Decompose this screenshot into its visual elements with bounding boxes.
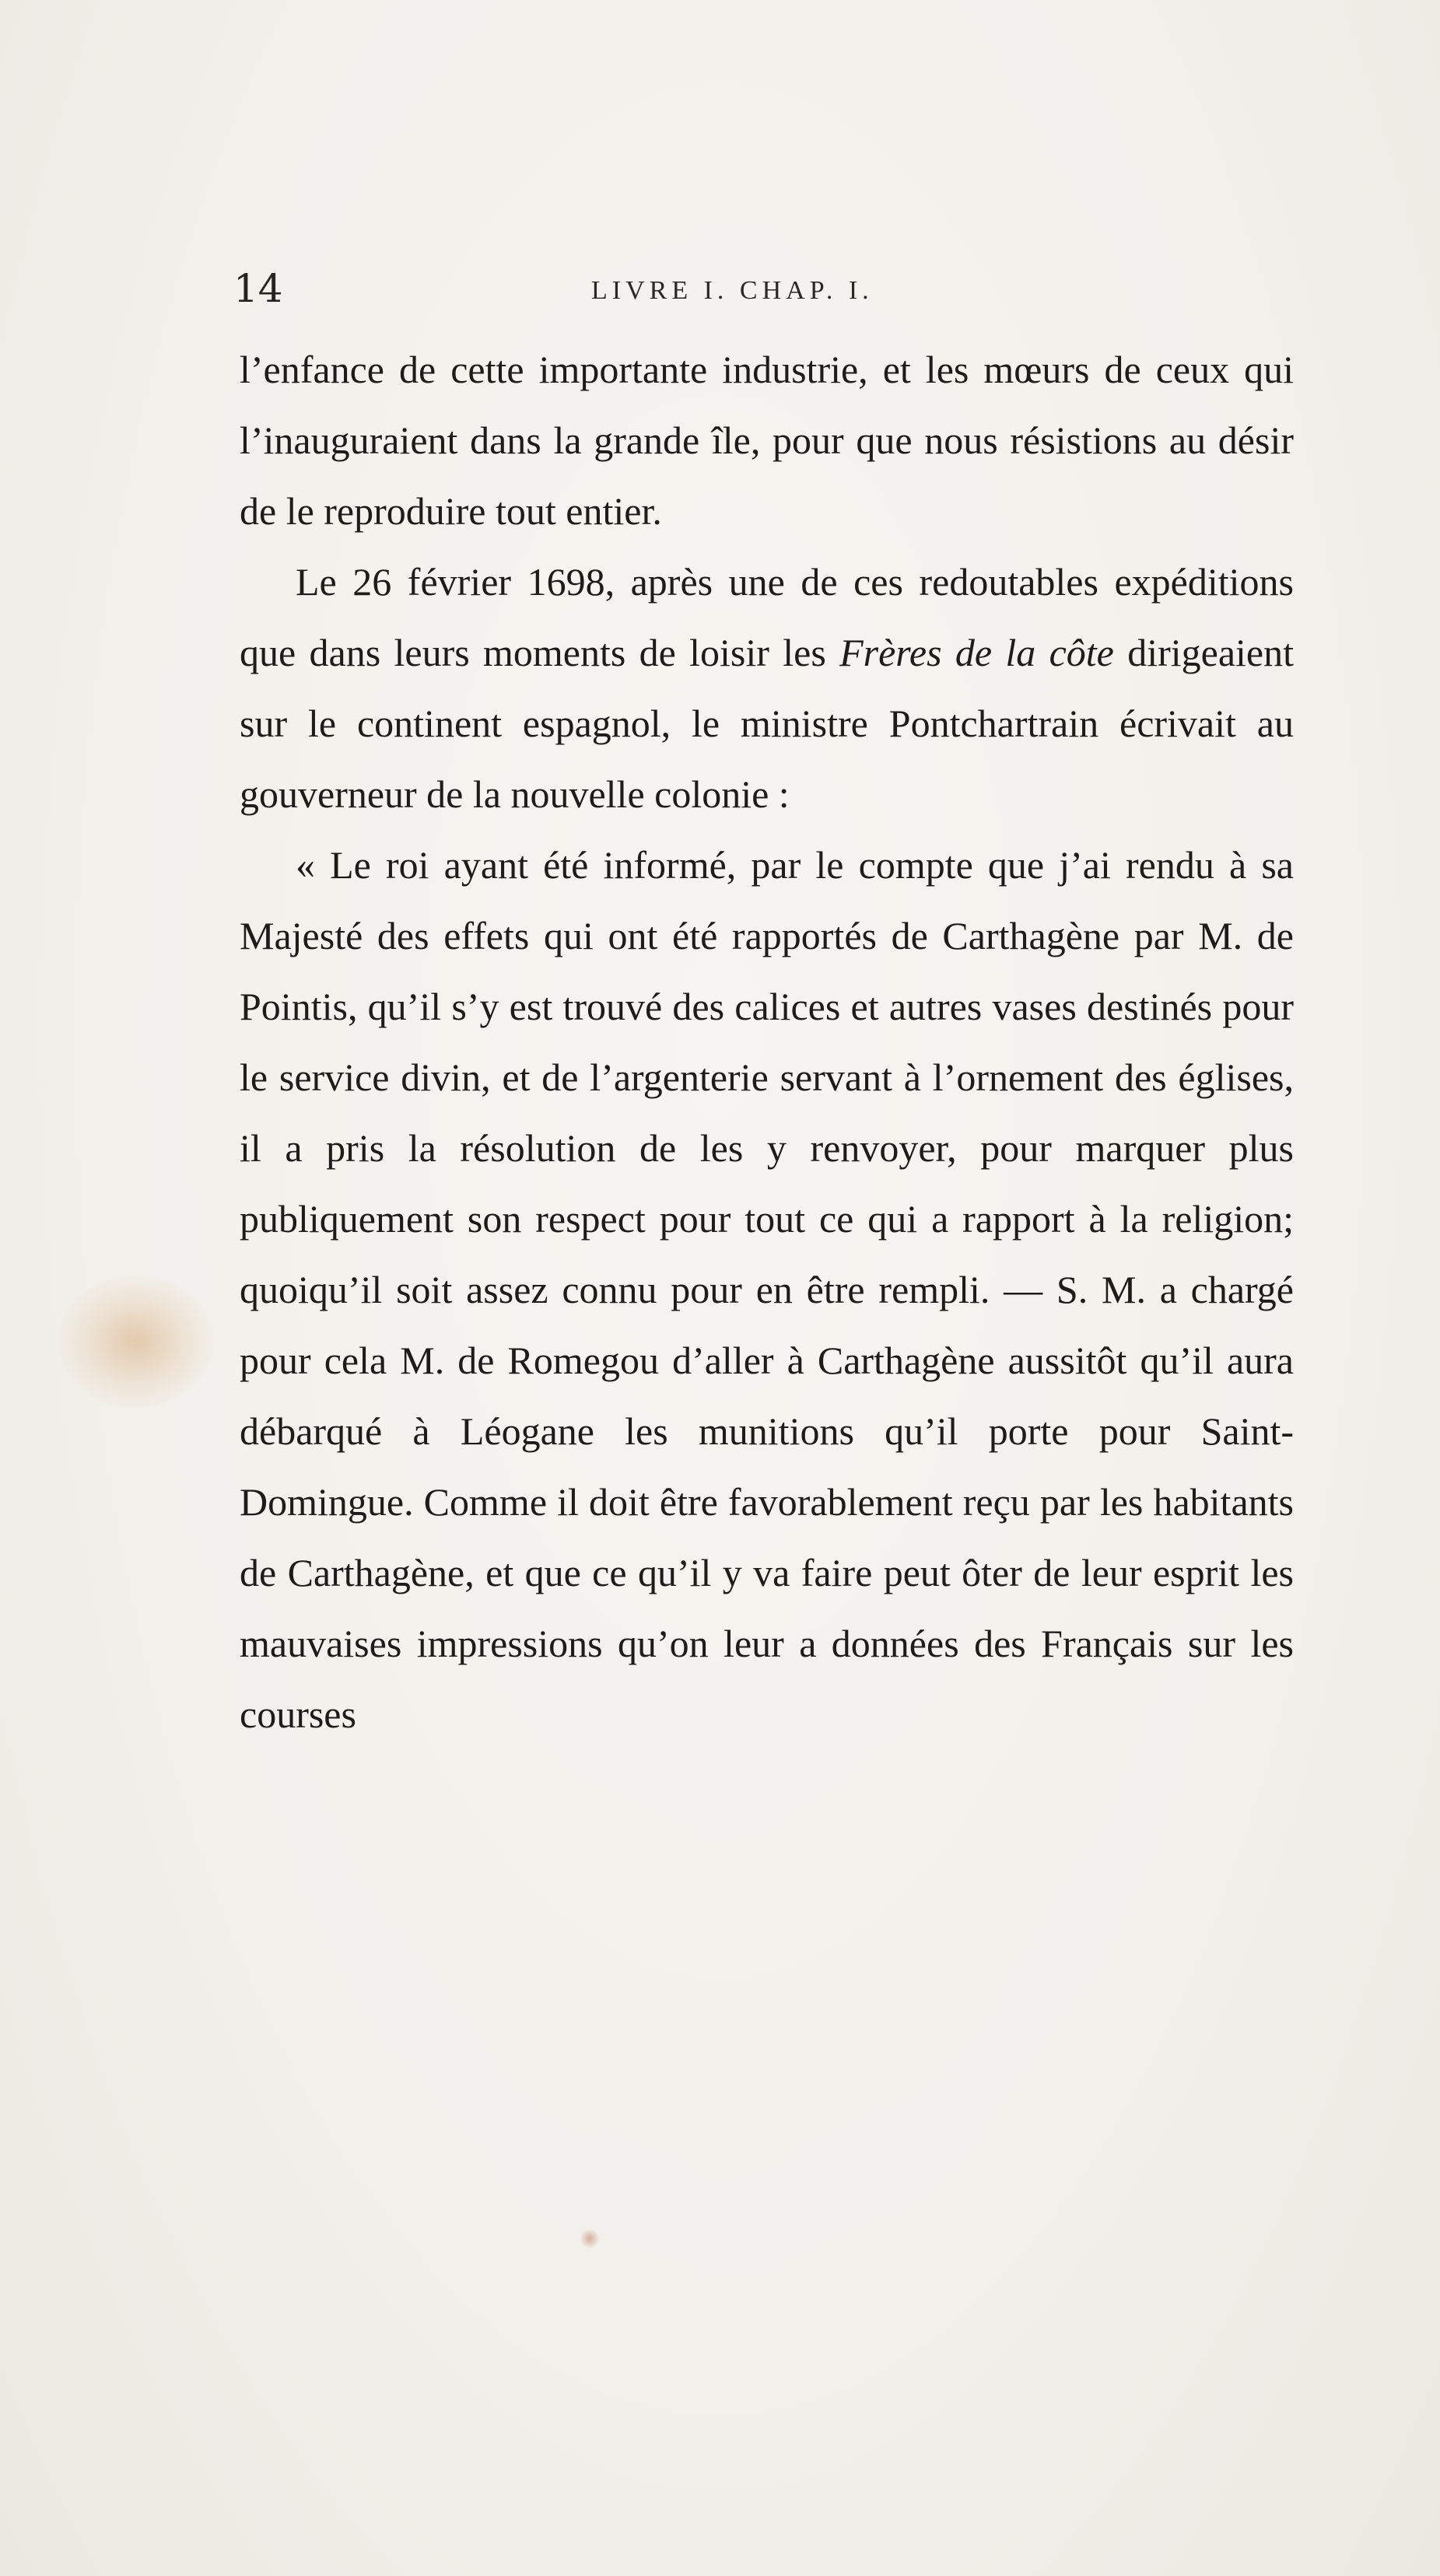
paragraph-letter-intro (240, 547, 1294, 830)
paragraph-text: dirigeaient sur le continent espagnol, le ministre Pontchartrain écrivait au gouverneur de la nouvelle colonie : (240, 631, 1294, 816)
page-header (0, 261, 1440, 316)
paragraph-text: l’enfance de cette importante industrie, et les mœurs de ceux qui l’inauguraient dans la grande île, pour que nous résistions au désir de le reproduire tout entier. (240, 348, 1294, 533)
paragraph-text: Le 26 février 1698, après une de ces redoutables expéditions que dans leurs moments de loisir les (240, 560, 1294, 674)
running-head: LIVRE I. CHAP. I. (591, 276, 874, 305)
italic-phrase: Frères de la côte (839, 631, 1114, 674)
ink-spot (580, 2228, 600, 2249)
paragraph-continuation (240, 334, 1294, 547)
paragraph-quotation (240, 830, 1294, 1750)
page-number: 14 (233, 266, 283, 311)
paragraph-text: « Le roi ayant été informé, par le compte que j’ai rendu à sa Majesté des effets qui ont été rapportés de Carthagène par M. de Pointis, qu’il s’y est trouvé des calices et autres vases destinés pour le service divin, et de l’argenterie servant à l’ornement des églises, il a pris la résolution de les y renvoyer, pour marquer plus publiquement son respect pour tout ce qui a rapport à la religion; quoiqu’il soit assez connu pour en être rempli. — S. M. a chargé pour cela M. de Romegou d’aller à Carthagène aussitôt qu’il aura débarqué à Léogane les munitions qu’il porte pour Saint-Domingue. Comme il doit être favorablement reçu par les habitants de Carthagène, et que ce qu’il y va faire peut ôter de leur esprit les mauvaises impressions qu’on leur a données des Français sur les courses (240, 843, 1294, 1736)
foxing-stain (58, 1276, 214, 1408)
body-text (240, 334, 1294, 1750)
